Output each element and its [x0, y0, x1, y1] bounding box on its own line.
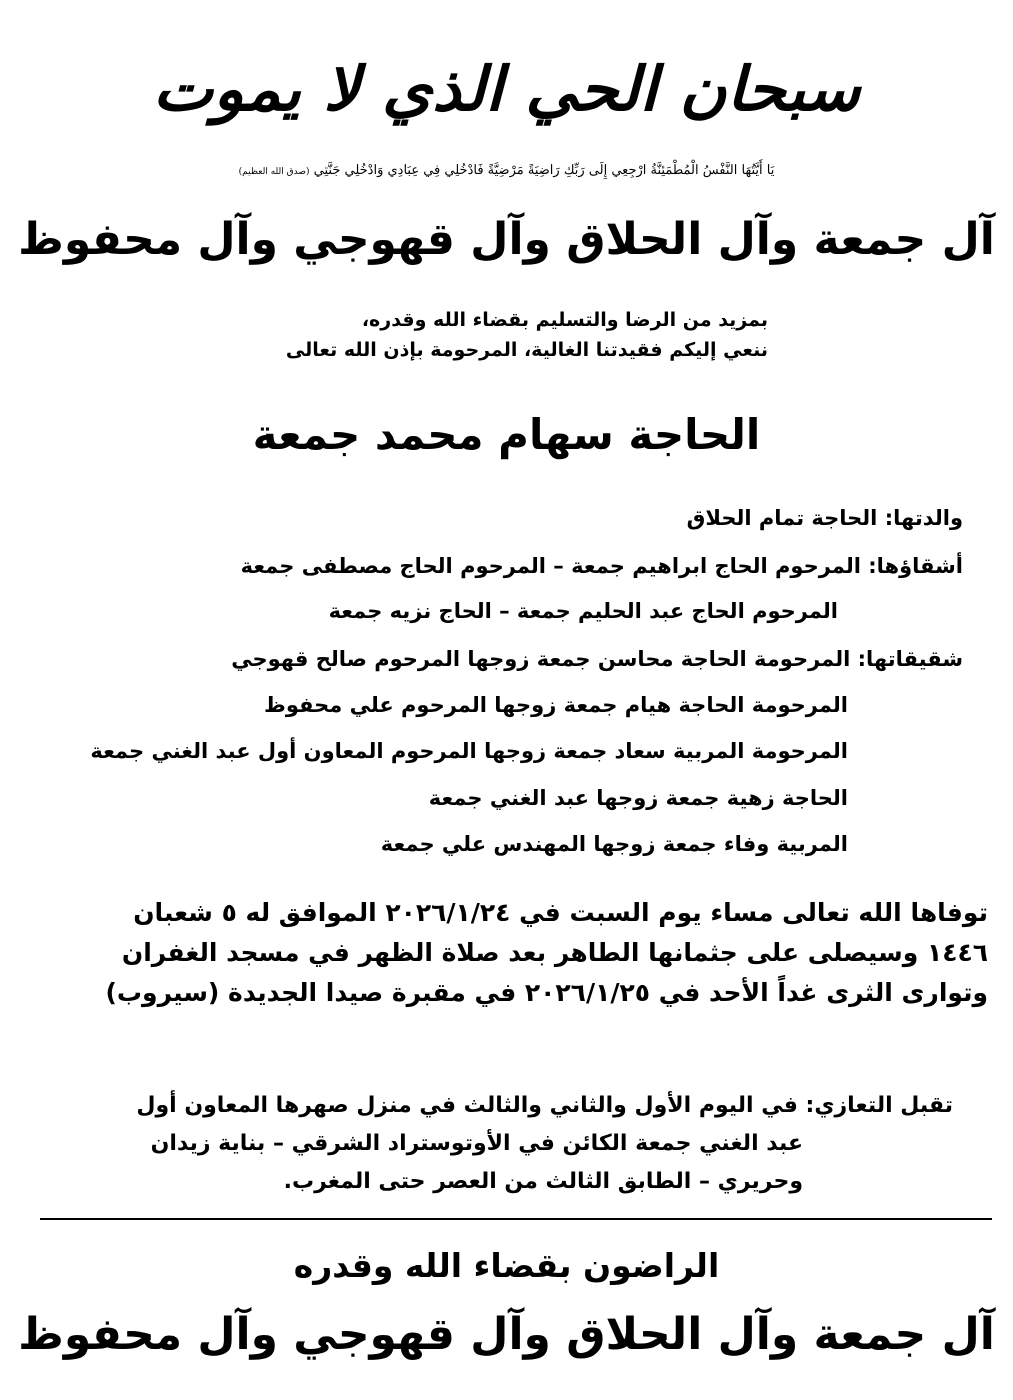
relative-sisters: المرحومة الحاجة هيام جمعة زوجها المرحوم علي محفوظ [264, 693, 848, 717]
death-notice-line: توفاها الله تعالى مساء يوم السبت في ٢٠٢٦/١/٢٤ الموافق له ٥ شعبان [133, 898, 988, 927]
verse-attribution: (صدق الله العظيم) [238, 167, 310, 177]
relative-mother: والدتها: الحاجة تمام الحلاق [686, 506, 963, 530]
intro-line: ننعي إليكم فقيدتنا الغالية، المرحومة بإذن الله تعالى [285, 339, 768, 361]
relative-brothers: أشقاؤها: المرحوم الحاج ابراهيم جمعة – المرحوم الحاج مصطفى جمعة [240, 554, 963, 578]
condolences-line: تقبل التعازي: في اليوم الأول والثاني والثالث في منزل صهرها المعاون أول [136, 1093, 953, 1118]
relative-sisters: المربية وفاء جمعة زوجها المهندس علي جمعة [380, 832, 848, 856]
families-heading-bottom: آل جمعة وآل الحلاق وآل قهوجي وآل محفوظ [18, 1309, 995, 1360]
condolences-line: وحريري – الطابق الثالث من العصر حتى المغرب. [283, 1169, 803, 1194]
quran-verse [160, 160, 853, 183]
verse-text: يَا أَيَّتُهَا النَّفْسُ الْمُطْمَئِنَّةُ ارْجِعِي إِلَى رَبِّكِ رَاضِيَةً مَرْضِيَّةً فَادْخُلِي فِي عِبَادِي وَادْخُلِي جَنَّتِي [313, 163, 775, 178]
death-notice-line: وتوارى الثرى غداً الأحد في ٢٠٢٦/١/٢٥ في مقبرة صيدا الجديدة (سيروب) [105, 978, 988, 1007]
families-heading-top: آل جمعة وآل الحلاق وآل قهوجي وآل محفوظ [18, 214, 995, 265]
relative-brothers: المرحوم الحاج عبد الحليم جمعة – الحاج نزيه جمعة [328, 599, 838, 623]
relative-sisters: شقيقاتها: المرحومة الحاجة محاسن جمعة زوجها المرحوم صالح قهوجي [231, 647, 963, 671]
deceased-name: الحاجة سهام محمد جمعة [252, 410, 761, 459]
intro-line: بمزيد من الرضا والتسليم بقضاء الله وقدره، [361, 309, 768, 331]
relative-sisters: الحاجة زهية جمعة زوجها عبد الغني جمعة [428, 786, 848, 810]
divider [40, 1218, 992, 1220]
condolences-notice [136, 1087, 953, 1201]
death-notice-line: ١٤٤٦ وسيصلى على جثمانها الطاهر بعد صلاة الظهر في مسجد الغفران [121, 938, 988, 967]
relative-sisters: المرحومة المربية سعاد جمعة زوجها المرحوم المعاون أول عبد الغني جمعة [90, 739, 848, 763]
death-notice [106, 893, 989, 1013]
intro-text [286, 305, 768, 365]
calligraphy-title: سبحان الحي الذي لا يموت [152, 53, 861, 126]
condolences-line: عبد الغني جمعة الكائن في الأوتوستراد الشرقي – بناية زيدان [150, 1131, 803, 1156]
acceptance-line: الراضون بقضاء الله وقدره [293, 1246, 720, 1285]
